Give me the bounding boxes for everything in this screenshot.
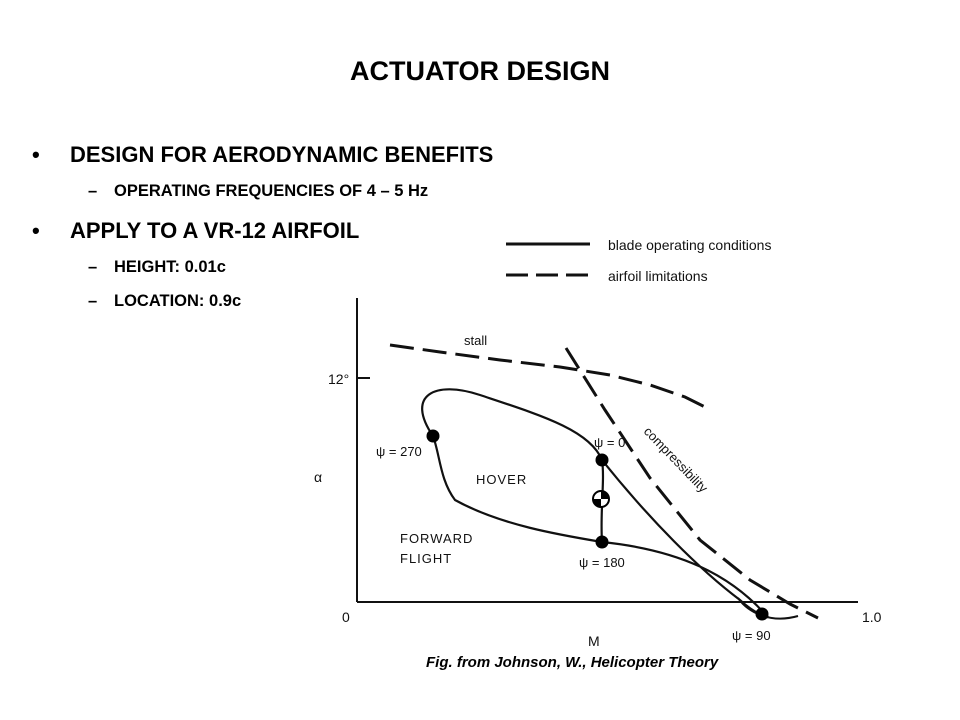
psi-0-label: ψ = 0 bbox=[594, 435, 626, 450]
compressibility-label: compressibility bbox=[640, 423, 711, 496]
point-psi-270 bbox=[427, 430, 440, 443]
centroid-icon bbox=[593, 491, 609, 507]
point-psi-90 bbox=[756, 608, 769, 621]
hover-label: HOVER bbox=[476, 472, 528, 487]
point-psi-180 bbox=[596, 536, 609, 549]
x-axis-label: M bbox=[588, 633, 600, 649]
bullet-text: APPLY TO A VR-12 AIRFOIL bbox=[70, 218, 360, 243]
stall-label: stall bbox=[464, 333, 488, 348]
point-psi-0 bbox=[596, 454, 609, 467]
sub-bullet-text: OPERATING FREQUENCIES OF 4 – 5 Hz bbox=[114, 182, 429, 200]
y-tick-label: 12° bbox=[328, 371, 350, 387]
bullet-dot: • bbox=[32, 218, 40, 243]
bullet-text: DESIGN FOR AERODYNAMIC BENEFITS bbox=[70, 142, 494, 167]
forward-flight-label-line2: FLIGHT bbox=[400, 551, 453, 566]
forward-flight-label-line1: FORWARD bbox=[400, 531, 474, 546]
psi-180-label: ψ = 180 bbox=[579, 555, 625, 570]
legend-solid-label: blade operating conditions bbox=[608, 237, 772, 253]
slide-title: ACTUATOR DESIGN bbox=[349, 56, 610, 86]
x-origin-label: 0 bbox=[342, 609, 350, 625]
sub-bullet-text: LOCATION: 0.9c bbox=[114, 292, 242, 310]
psi-90-label: ψ = 90 bbox=[732, 628, 771, 643]
hover-loop-curve bbox=[422, 389, 603, 542]
stall-limit-curve bbox=[390, 345, 707, 408]
psi-270-label: ψ = 270 bbox=[376, 444, 422, 459]
figure-caption: Fig. from Johnson, W., Helicopter Theory bbox=[426, 654, 719, 671]
sub-bullet-text: HEIGHT: 0.01c bbox=[114, 258, 226, 276]
sub-bullet-dash: – bbox=[88, 258, 98, 276]
sub-bullet-dash: – bbox=[88, 292, 98, 310]
sub-bullet-dash: – bbox=[88, 182, 98, 200]
forward-flight-loop-curve bbox=[602, 460, 768, 617]
y-axis-symbol: α bbox=[314, 469, 323, 485]
legend-dashed-label: airfoil limitations bbox=[608, 268, 708, 284]
x-max-label: 1.0 bbox=[862, 609, 882, 625]
bullet-dot: • bbox=[32, 142, 40, 167]
